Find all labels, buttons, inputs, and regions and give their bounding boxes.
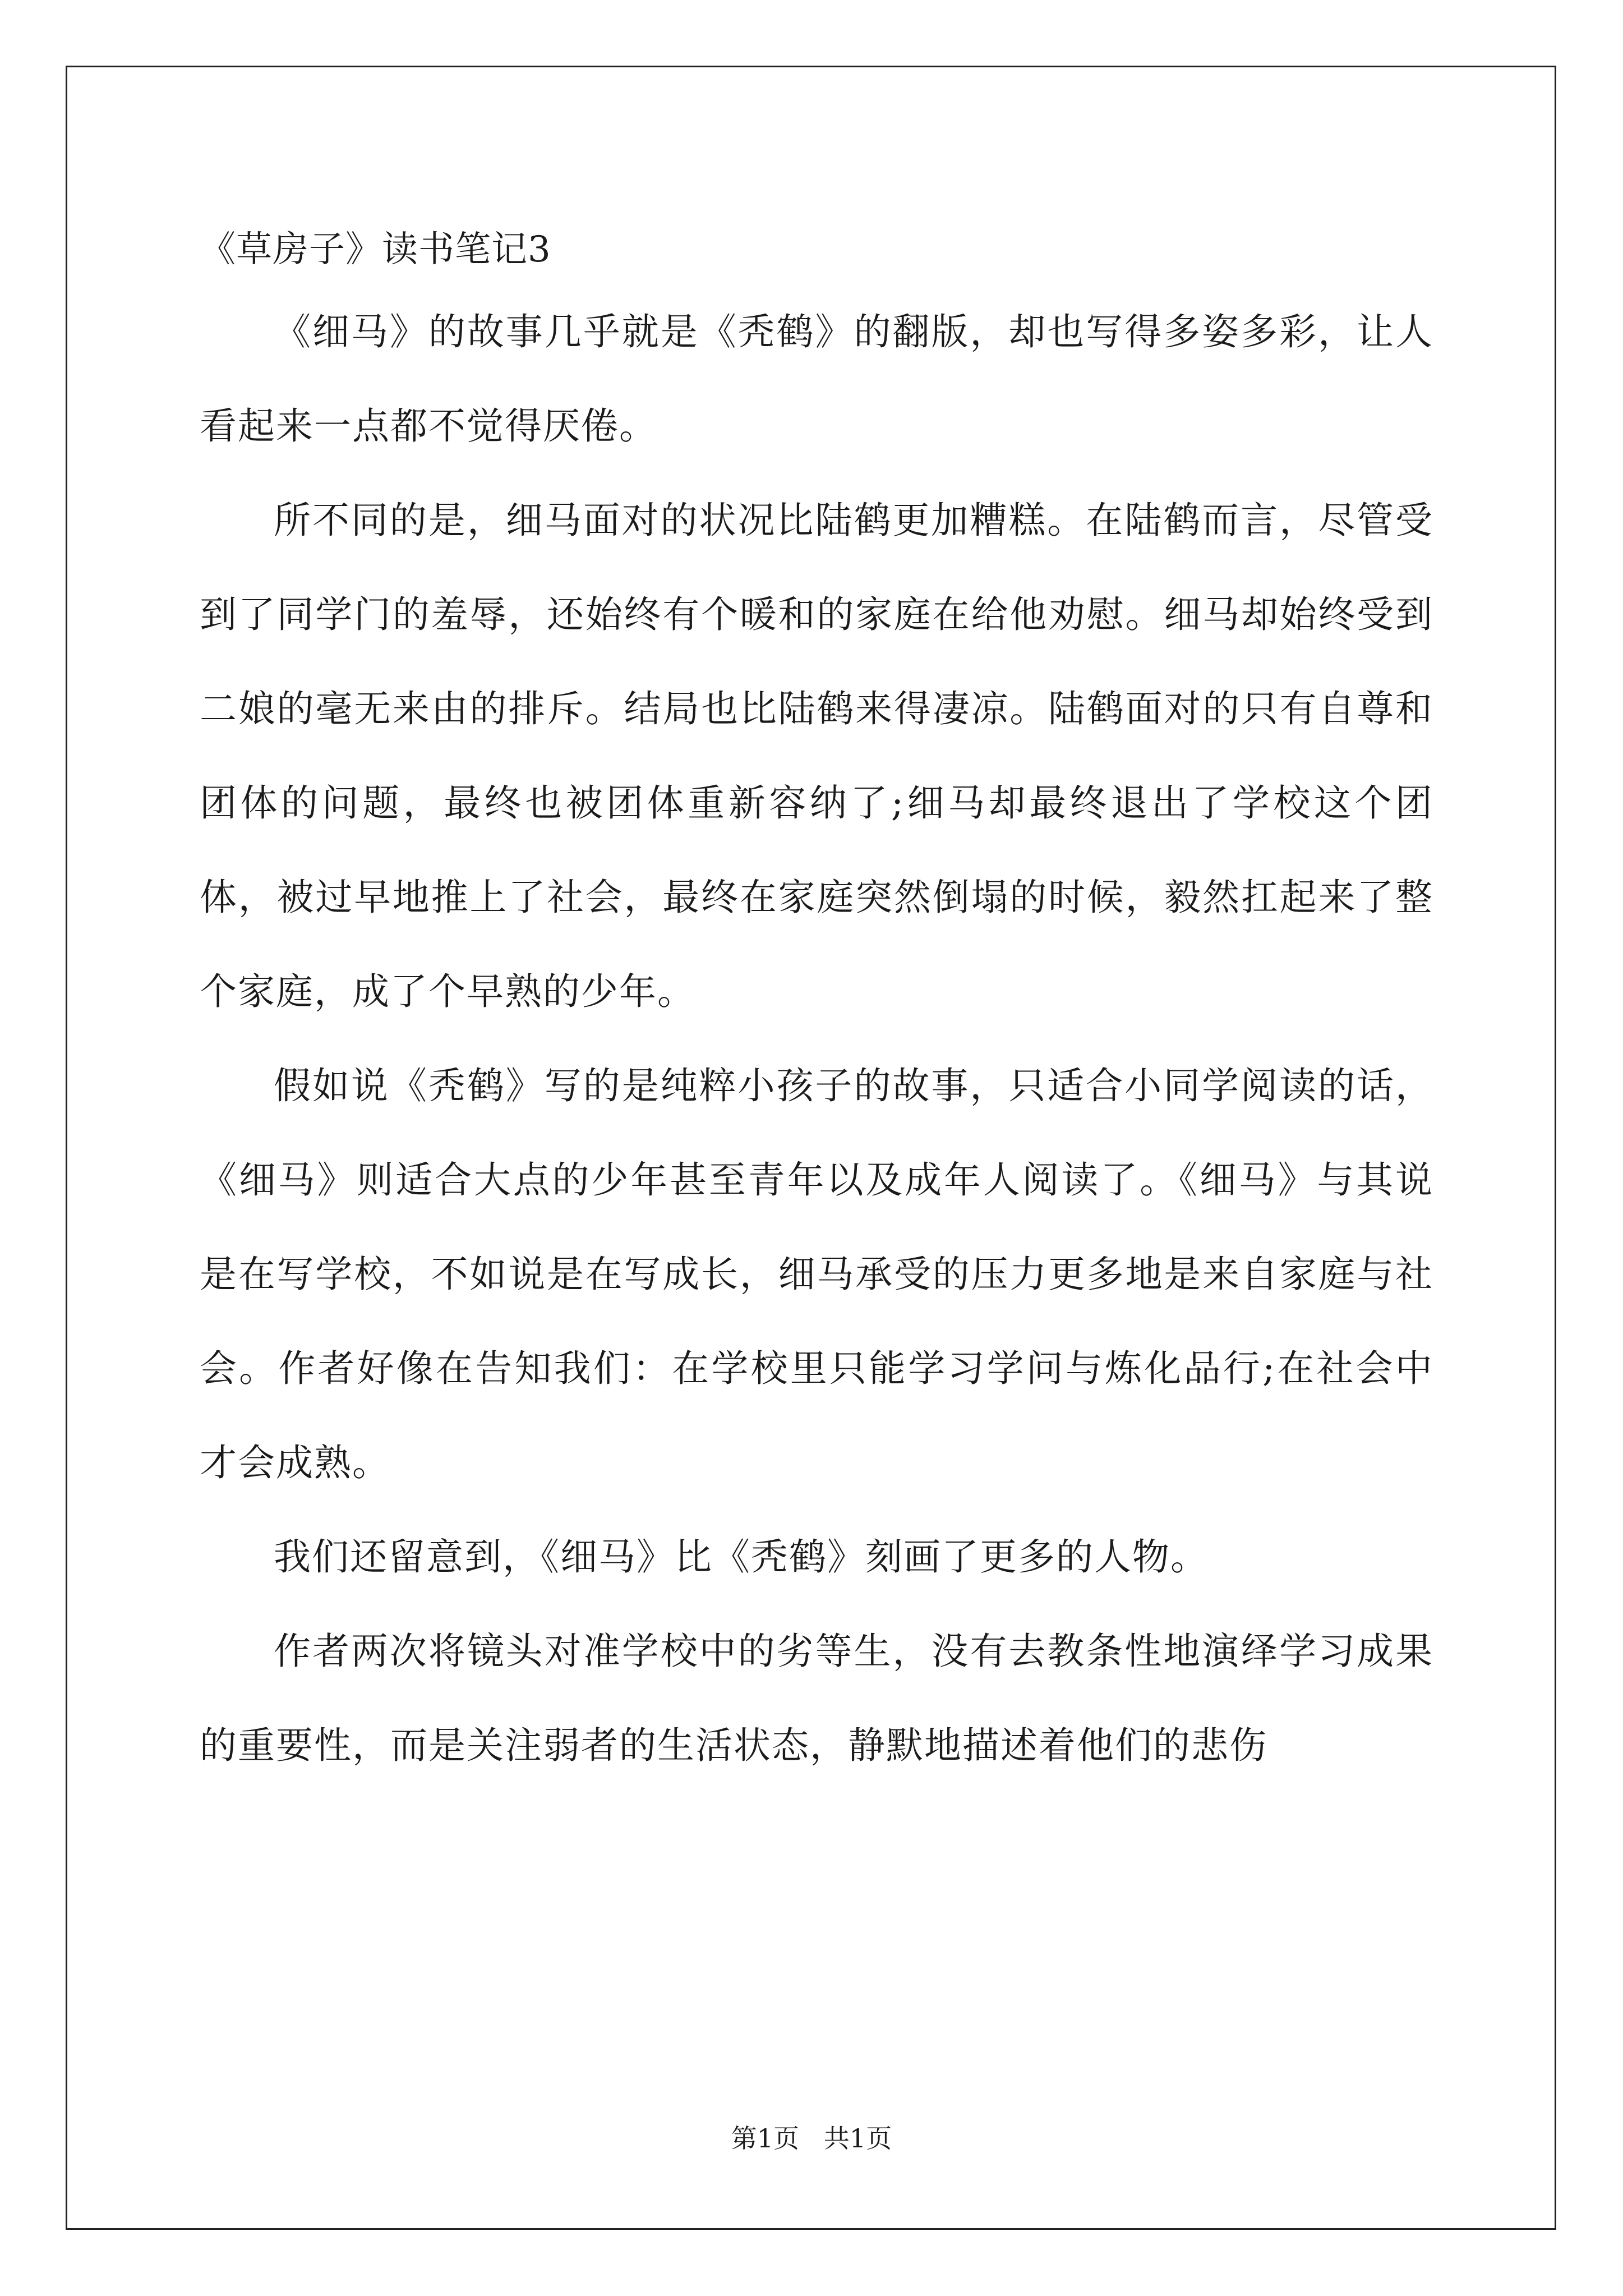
page-number-footer: 第1页 共1页	[731, 2123, 892, 2154]
paragraph-3: 假如说《秃鹤》写的是纯粹小孩子的故事，只适合小同学阅读的话，《细马》则适合大点的少年甚至青年以及成年人阅读了。《细马》与其说是在写学校，不如说是在写成长，细马承受的压力更多地是来自家庭与社会。作者好像在告知我们：在学校里只能学习学问与炼化品行;在社会中才会成熟。	[200, 1064, 1433, 1484]
paragraph-4: 我们还留意到，《细马》比《秃鹤》刻画了更多的人物。	[274, 1535, 1209, 1579]
document-title: 《草房子》读书笔记3	[200, 229, 551, 270]
paragraph-1: 《细马》的故事几乎就是《秃鹤》的翻版，却也写得多姿多彩，让人看起来一点都不觉得厌倦。	[200, 310, 1433, 448]
paragraph-2: 所不同的是，细马面对的状况比陆鹤更加糟糕。在陆鹤而言，尽管受到了同学门的羞辱，还始终有个暖和的家庭在给他劝慰。细马却始终受到二娘的毫无来由的排斥。结局也比陆鹤来得凄凉。陆鹤面对的只有自尊和团体的问题，最终也被团体重新容纳了;细马却最终退出了学校这个团体，被过早地推上了社会，最终在家庭突然倒塌的时候，毅然扛起来了整个家庭，成了个早熟的少年。	[200, 499, 1433, 1013]
paragraph-5: 作者两次将镜头对准学校中的劣等生，没有去教条性地演绎学习成果的重要性，而是关注弱者的生活状态，静默地描述着他们的悲伤	[200, 1630, 1433, 1767]
document-body	[200, 285, 1433, 1793]
